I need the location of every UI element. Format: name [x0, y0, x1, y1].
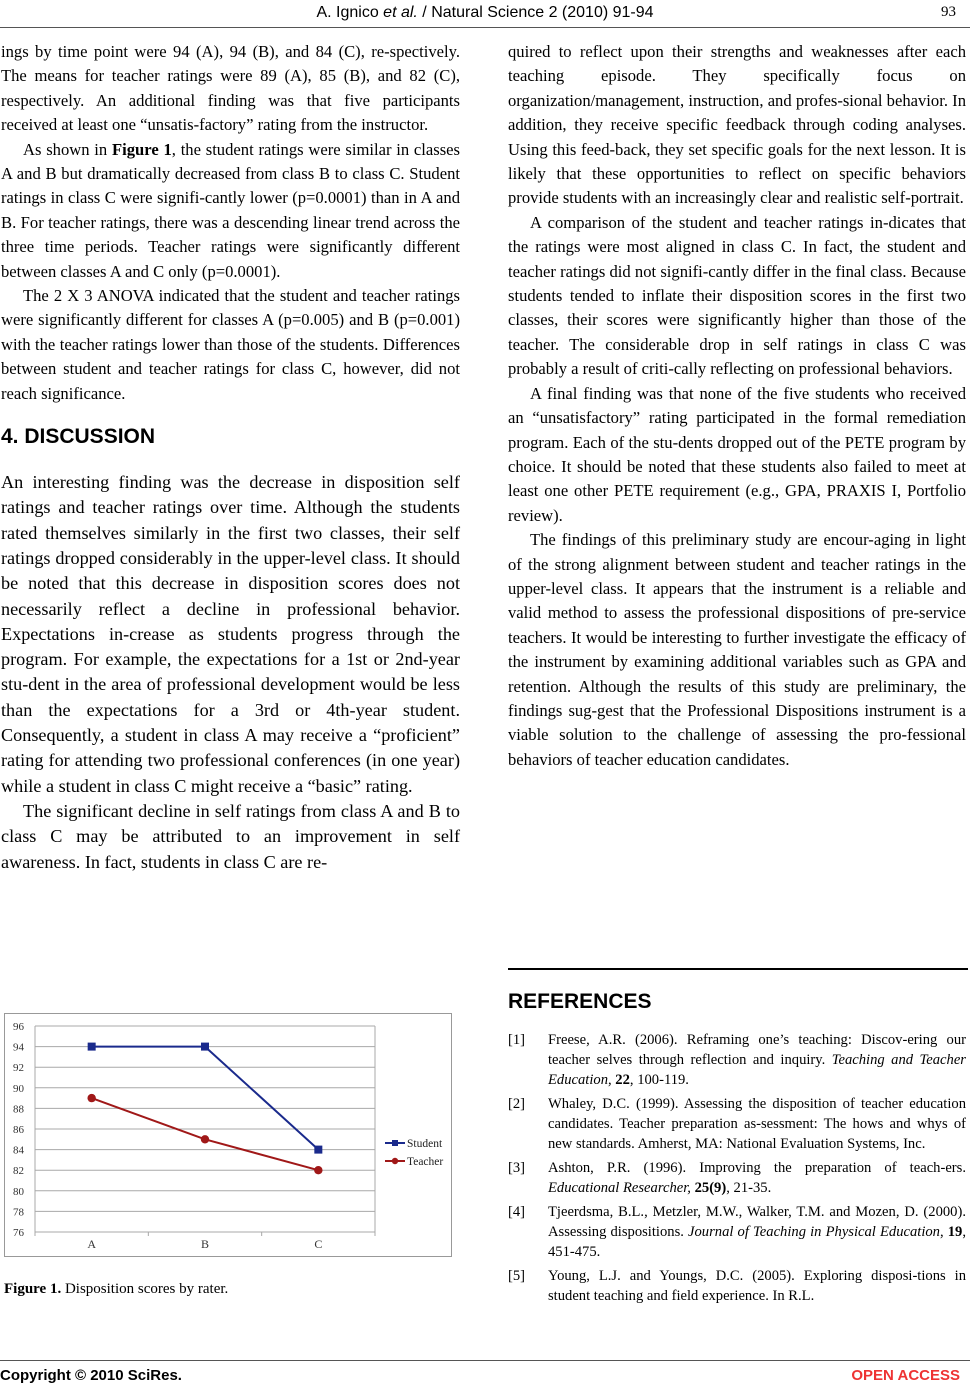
discussion-paragraph-4: A comparison of the student and teacher ratings in-dicates that the ratings were most aligned in class C. In fact, the student and teacher ratings did not signifi-cantly differ in the final class. Because students tended to inflate their disposition scores in the first two classes, their scores were significantly higher than those of the teacher. The considerable drop in self ratings in class C was probably a result of criti-cally reflecting on professional behaviors. [508, 212, 966, 379]
data-point-student [201, 1043, 209, 1051]
figure-caption-text: Disposition scores by rater. [61, 1281, 229, 1297]
references-heading: REFERENCES [508, 990, 652, 1013]
x-tick-label: C [314, 1237, 323, 1251]
discussion-paragraph-1: An interesting finding was the decrease in disposition self ratings and teacher ratings over time. Although the students rated themselves similarly in the first two classes, their self ratings dropped considerably in the upper-level class. It should be noted that this decrease in disposition scores does not necessarily reflect a decline in professional behavior. Expectations in-crease as students progress through the program. For example, the expectations for a 1st or 2nd-year stu-dent in the area of professional development would be less than the expectations for a 3rd or 4th-year student. Consequently, a student in class A may receive a “proficient” rating for attending two professional conferences (in one year) while a student in class C might receive a “basic” rating. [1, 472, 460, 796]
y-tick-label: 78 [13, 1206, 24, 1219]
open-access-label: OPEN ACCESS [851, 1367, 960, 1384]
figure-1-caption [4, 1281, 228, 1298]
results-paragraph-3: The 2 X 3 ANOVA indicated that the student and teacher ratings were significantly different for classes A (p=0.005) and B (p=0.001) with the teacher ratings lower than those of the students. Differences between student and teacher ratings for class C, however, did not reach significance. [1, 286, 460, 403]
legend-marker [392, 1140, 398, 1146]
discussion-paragraph-6: The findings of this preliminary study are encour-aging in light of the strong alignment between student and teacher ratings in the upper-level class. It appears that the instrument is a reliable and valid method to assess the professional dispositions of pre-service teachers. It would be interesting to further investigate the efficacy of the instrument by examining additional variables such as GPA and retention. Although the results of this study are preliminary, the findings sug-gest that the Professional Dispositions instrument is a viable solution to the challenge of assessing the pro-fessional behaviors of teacher education candidates. [508, 530, 966, 769]
discussion-paragraph-2: The significant decline in self ratings from class A and B to class C may be attributed to an improvement in self awareness. In fact, students in class C are re- [1, 800, 460, 872]
reference-journal: Teaching and Teacher Education [548, 1052, 966, 1088]
figure-1-reference: Figure 1 [112, 139, 172, 159]
reference-journal: Educational Researcher, [548, 1180, 691, 1196]
reference-text: Young, L.J. and Youngs, D.C. (2005). Exploring disposi-tions in student teaching and field experience. In R.L. [548, 1268, 966, 1304]
reference-number: [1] [508, 1032, 526, 1048]
data-point-teacher [87, 1094, 95, 1102]
series-line-student [92, 1047, 319, 1150]
page-number: 93 [941, 4, 956, 20]
data-point-teacher [314, 1166, 322, 1174]
y-tick-label: 88 [13, 1103, 24, 1116]
references-list [508, 1030, 966, 1310]
y-tick-label: 84 [13, 1144, 24, 1157]
series-line-teacher [92, 1098, 319, 1170]
references-divider [508, 968, 968, 970]
left-column [1, 40, 460, 875]
y-tick-label: 82 [13, 1165, 24, 1178]
reference-text: Ashton, P.R. (1996). Improving the preparation of teach-ers. Educational Researcher, 25(9), 21-35. [548, 1160, 966, 1196]
running-title-etal: et al. [383, 4, 418, 21]
reference-journal: Journal of Teaching in Physical Education [688, 1224, 940, 1240]
reference-volume: 22 [615, 1072, 630, 1088]
y-tick-label: 96 [13, 1021, 24, 1033]
data-point-student [88, 1043, 96, 1051]
legend-label: Teacher [407, 1156, 444, 1168]
results-paragraph-2 [1, 138, 460, 284]
reference-number: [4] [508, 1204, 526, 1220]
data-point-student [314, 1146, 322, 1154]
results-paragraph-2-text-a: As shown in [23, 139, 112, 159]
reference-text: Whaley, D.C. (1999). Assessing the disposition of teacher education candidates. Teacher preparation as-sessment: The hows and whys of new standards. Amherst, MA: National Evaluation Systems, Inc. [548, 1096, 966, 1152]
x-tick-label: A [87, 1237, 97, 1251]
running-title-journal: / Natural Science 2 (2010) 91-94 [417, 4, 654, 21]
right-column [508, 40, 966, 772]
reference-item [508, 1266, 966, 1306]
header-divider [0, 27, 970, 28]
reference-item [508, 1094, 966, 1154]
reference-number: [3] [508, 1160, 526, 1176]
line-chart [5, 1014, 453, 1258]
results-paragraph-1: ings by time point were 94 (A), 94 (B), and 84 (C), re-spectively. The means for teacher ratings were 89 (A), 85 (B), and 82 (C), respectively. An additional finding was that five participants received at least one “unsatis-factory” rating from the instructor. [1, 42, 460, 135]
y-tick-label: 94 [13, 1041, 24, 1054]
y-tick-label: 86 [13, 1124, 24, 1136]
copyright-notice: Copyright © 2010 SciRes. [0, 1367, 182, 1384]
figure-caption-label: Figure 1. [4, 1281, 62, 1297]
reference-text: Tjeerdsma, B.L., Metzler, M.W., Walker, T.M. and Mozen, D. (2000). Assessing dispositions. Journal of Teaching in Physical Education, 19, 451-475. [548, 1204, 966, 1260]
reference-item [508, 1030, 966, 1090]
legend-label: Student [407, 1138, 443, 1150]
y-tick-label: 90 [13, 1082, 24, 1095]
reference-item [508, 1202, 966, 1262]
x-tick-label: B [200, 1237, 210, 1251]
discussion-body [1, 470, 460, 875]
legend-marker [392, 1158, 398, 1164]
reference-text: Freese, A.R. (2006). Reframing one’s teaching: Discov-ering our teacher selves through reflection and inquiry. Teaching and Teacher Education, 22, 100-119. [548, 1032, 966, 1088]
figure-1-chart [4, 1013, 452, 1257]
reference-number: [5] [508, 1268, 526, 1284]
y-tick-label: 80 [13, 1185, 24, 1198]
discussion-paragraph-5: A final finding was that none of the five students who received an “unsatisfactory” rating participated in the formal remediation program. Each of the stu-dents dropped out of the PETE program by choice. It should be noted that these students also failed to meet at least one other PETE requirement (e.g., GPA, PRAXIS I, Portfolio review). [508, 383, 966, 525]
reference-item [508, 1158, 966, 1198]
y-tick-label: 76 [13, 1227, 24, 1239]
reference-number: [2] [508, 1096, 526, 1112]
page-header [0, 0, 970, 30]
discussion-heading: 4. DISCUSSION [1, 425, 156, 449]
reference-volume: 19 [947, 1224, 963, 1240]
running-title [0, 4, 970, 22]
results-paragraph-2-text-b: , the student ratings were similar in classes A and B but dramatically decreased from class B to class C. Student ratings in class C were signifi-cantly lower (p=0.0001) than in A and B. For teacher ratings, there was a descending linear trend across the three time periods. Teacher ratings were significantly different between classes A and C only (p=0.0001). [1, 139, 460, 281]
data-point-teacher [201, 1135, 209, 1143]
reference-volume: 25(9) [694, 1180, 727, 1196]
y-tick-label: 92 [13, 1062, 24, 1075]
footer-divider [0, 1360, 970, 1361]
running-title-author: A. Ignico [316, 4, 379, 21]
discussion-paragraph-3: quired to reflect upon their strengths and weaknesses after each teaching episode. They specifically focus on organization/management, instruction, and profes-sional behavior. In addition, they receive specific feedback through coding analyses. Using this feed-back, they set specific goals for the next lesson. It is likely that these opportunities to reflect on specific behaviors provide students with an increasingly clear and realistic self-portrait. [508, 42, 966, 208]
